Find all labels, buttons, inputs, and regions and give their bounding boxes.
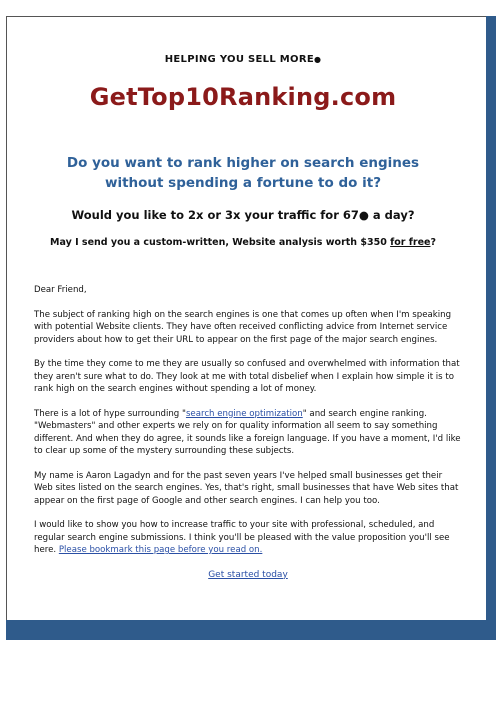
for-free-text: for free — [390, 237, 431, 248]
get-started-link[interactable]: Get started today — [208, 569, 288, 580]
tagline-bullet: ● — [313, 55, 322, 64]
brand-title: GetTop10Ranking.com — [89, 83, 397, 111]
greeting: Dear Friend, — [34, 285, 87, 295]
seo-link[interactable]: search engine optimization — [185, 408, 303, 419]
frame-right-bar — [486, 16, 496, 638]
paragraph-2: By the time they come to me they are usually so confused and overwhelmed with information that they aren't sure what to do. They look at me with total disbelief when I explain how simple it is to rank high on the search engines without spending a lot of money. — [34, 359, 460, 394]
paragraph-3: There is a lot of hype surrounding "search engine optimization" and search engine ranking. "Webmasters" and other experts we rely on for quality information all seem to say something different. And when they do agree, it sounds like a foreign language. If you have a moment, I'd like to clear up some of the mystery surrounding these subjects. — [34, 408, 461, 456]
paragraph-5: I would like to show you how to increase traffic to your site with professional, scheduled, and regular search engine submissions. I think you'll be pleased with the value proposition you'll see here. Please bookmark this page before you read on. — [34, 520, 450, 555]
cta-container — [34, 569, 462, 582]
tagline: HELPING YOU SELL MORE● — [164, 54, 322, 65]
letter-body — [20, 284, 466, 581]
paragraph-1: The subject of ranking high on the search engines is one that comes up often when I'm speaking with potential Website clients. They have often received conflicting advice from Internet service providers about how to get their URL to appear on the first page of the major search engines. — [34, 309, 452, 345]
paragraph-4: My name is Aaron Lagadyn and for the past seven years I've helped small businesses get their Web sites listed on the search engines. Yes, that's right, small businesses that have Web sites that appear on the first page of Google and other search engines. I can help you too. — [34, 470, 459, 506]
bookmark-link[interactable]: Please bookmark this page before you read on. — [58, 545, 263, 555]
subheadline-traffic: Would you like to 2x or 3x your traffic for 67● a day? — [71, 208, 415, 222]
frame-bottom-bar — [6, 620, 496, 640]
headline: Do you want to rank higher on search engines without spending a fortune to do it? — [66, 155, 420, 191]
subheadline-offer: May I send you a custom-written, Website analysis worth $350 for free? — [50, 237, 436, 248]
sales-letter — [20, 54, 466, 581]
